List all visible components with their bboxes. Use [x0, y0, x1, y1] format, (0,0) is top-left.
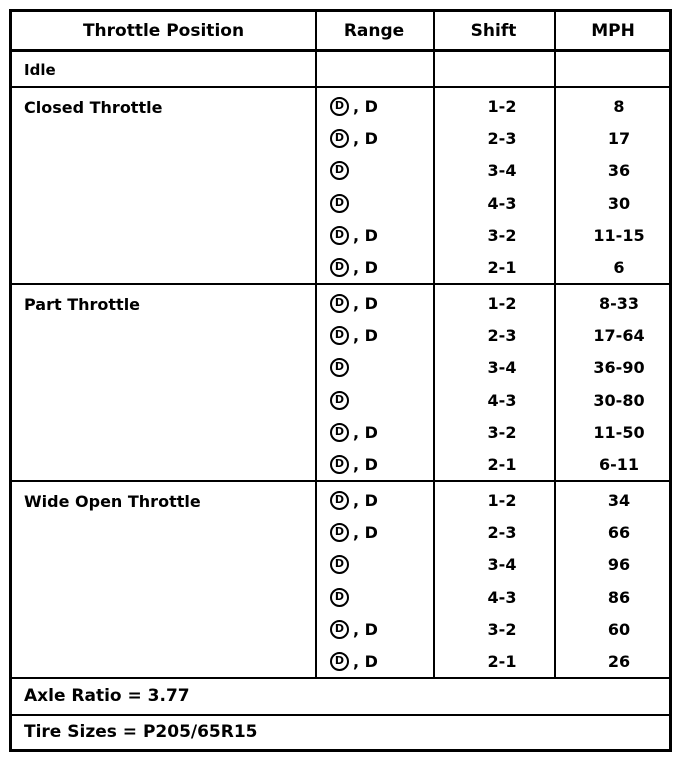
mph-cell: 96 [607, 555, 631, 575]
shift-cell: 3-4 [487, 161, 517, 181]
header-range: Range [343, 20, 405, 41]
mph-cell: 8-33 [598, 294, 640, 313]
range-cell [330, 555, 420, 574]
mph-cell: 11-50 [593, 422, 645, 442]
range-cell [330, 326, 420, 345]
overdrive-circle-icon: D [330, 194, 349, 213]
group-label: Wide Open Throttle [24, 492, 201, 511]
overdrive-circle-icon: D [330, 555, 349, 574]
header-divider [12, 49, 669, 52]
idle-label: Idle [24, 61, 56, 79]
shift-cell: 1-2 [487, 491, 517, 510]
range-suffix: , D [353, 326, 378, 346]
range-cell [330, 194, 420, 213]
range-cell [330, 129, 420, 148]
table-bottom-divider [12, 677, 669, 679]
shift-cell: 3-4 [487, 555, 517, 575]
shift-cell: 4-3 [487, 193, 517, 213]
overdrive-circle-icon: D [330, 226, 349, 245]
group-label: Closed Throttle [24, 98, 163, 117]
mph-cell: 6-11 [598, 455, 640, 474]
overdrive-circle-icon: D [330, 258, 349, 277]
range-cell [330, 423, 420, 442]
range-cell [330, 97, 420, 116]
range-cell [330, 652, 420, 671]
mph-cell: 17-64 [593, 326, 645, 346]
header-throttle-position: Throttle Position [82, 20, 245, 41]
range-suffix: , D [353, 294, 378, 313]
range-cell [330, 588, 420, 607]
shift-cell: 2-1 [487, 455, 517, 474]
overdrive-circle-icon: D [330, 161, 349, 180]
range-suffix: , D [353, 523, 378, 543]
mph-cell: 11-15 [593, 225, 645, 245]
shift-cell: 4-3 [487, 587, 517, 607]
group-label: Part Throttle [24, 295, 141, 314]
range-cell [330, 491, 420, 510]
overdrive-circle-icon: D [330, 423, 349, 442]
range-cell [330, 258, 420, 277]
overdrive-circle-icon: D [330, 620, 349, 639]
range-suffix: , D [353, 258, 378, 277]
range-suffix: , D [353, 129, 378, 149]
tire-sizes: Tire Sizes = P205/65R15 [24, 722, 258, 742]
overdrive-circle-icon: D [330, 523, 349, 542]
shift-cell: 3-2 [487, 619, 517, 639]
range-suffix: , D [353, 455, 378, 474]
mph-cell: 8 [613, 97, 625, 116]
mph-cell: 60 [607, 619, 631, 639]
header-mph: MPH [591, 20, 635, 41]
shift-cell: 1-2 [487, 97, 517, 116]
overdrive-circle-icon: D [330, 455, 349, 474]
mph-cell: 34 [607, 491, 631, 510]
overdrive-circle-icon: D [330, 326, 349, 345]
range-cell [330, 226, 420, 245]
axle-divider [12, 714, 669, 716]
shift-speed-table [9, 9, 672, 752]
mph-cell: 66 [607, 523, 631, 543]
shift-cell: 2-3 [487, 129, 517, 149]
shift-cell: 2-3 [487, 523, 517, 543]
mph-cell: 36 [607, 161, 631, 181]
overdrive-circle-icon: D [330, 97, 349, 116]
overdrive-circle-icon: D [330, 588, 349, 607]
mph-cell: 86 [607, 587, 631, 607]
header-shift: Shift [470, 20, 517, 41]
overdrive-circle-icon: D [330, 491, 349, 510]
shift-cell: 3-4 [487, 358, 517, 378]
col-divider-range [315, 12, 317, 677]
axle-ratio: Axle Ratio = 3.77 [24, 686, 190, 706]
range-suffix: , D [353, 619, 378, 639]
overdrive-circle-icon: D [330, 358, 349, 377]
range-cell [330, 455, 420, 474]
shift-cell: 2-3 [487, 326, 517, 346]
range-suffix: , D [353, 491, 378, 510]
mph-cell: 6 [613, 258, 625, 277]
range-suffix: , D [353, 422, 378, 442]
shift-cell: 1-2 [487, 294, 517, 313]
overdrive-circle-icon: D [330, 391, 349, 410]
mph-cell: 36-90 [593, 358, 645, 378]
group-divider [12, 283, 669, 285]
range-cell [330, 391, 420, 410]
range-cell [330, 294, 420, 313]
group-divider [12, 480, 669, 482]
range-cell [330, 358, 420, 377]
mph-cell: 17 [607, 129, 631, 149]
range-cell [330, 161, 420, 180]
overdrive-circle-icon: D [330, 294, 349, 313]
mph-cell: 30-80 [593, 390, 645, 410]
shift-cell: 3-2 [487, 225, 517, 245]
shift-cell: 4-3 [487, 390, 517, 410]
range-suffix: , D [353, 97, 378, 116]
overdrive-circle-icon: D [330, 129, 349, 148]
mph-cell: 26 [607, 652, 631, 671]
col-divider-shift [433, 12, 435, 677]
mph-cell: 30 [607, 193, 631, 213]
range-suffix: , D [353, 652, 378, 671]
shift-cell: 2-1 [487, 652, 517, 671]
shift-cell: 2-1 [487, 258, 517, 277]
range-suffix: , D [353, 225, 378, 245]
range-cell [330, 620, 420, 639]
idle-divider [12, 86, 669, 88]
range-cell [330, 523, 420, 542]
shift-cell: 3-2 [487, 422, 517, 442]
overdrive-circle-icon: D [330, 652, 349, 671]
